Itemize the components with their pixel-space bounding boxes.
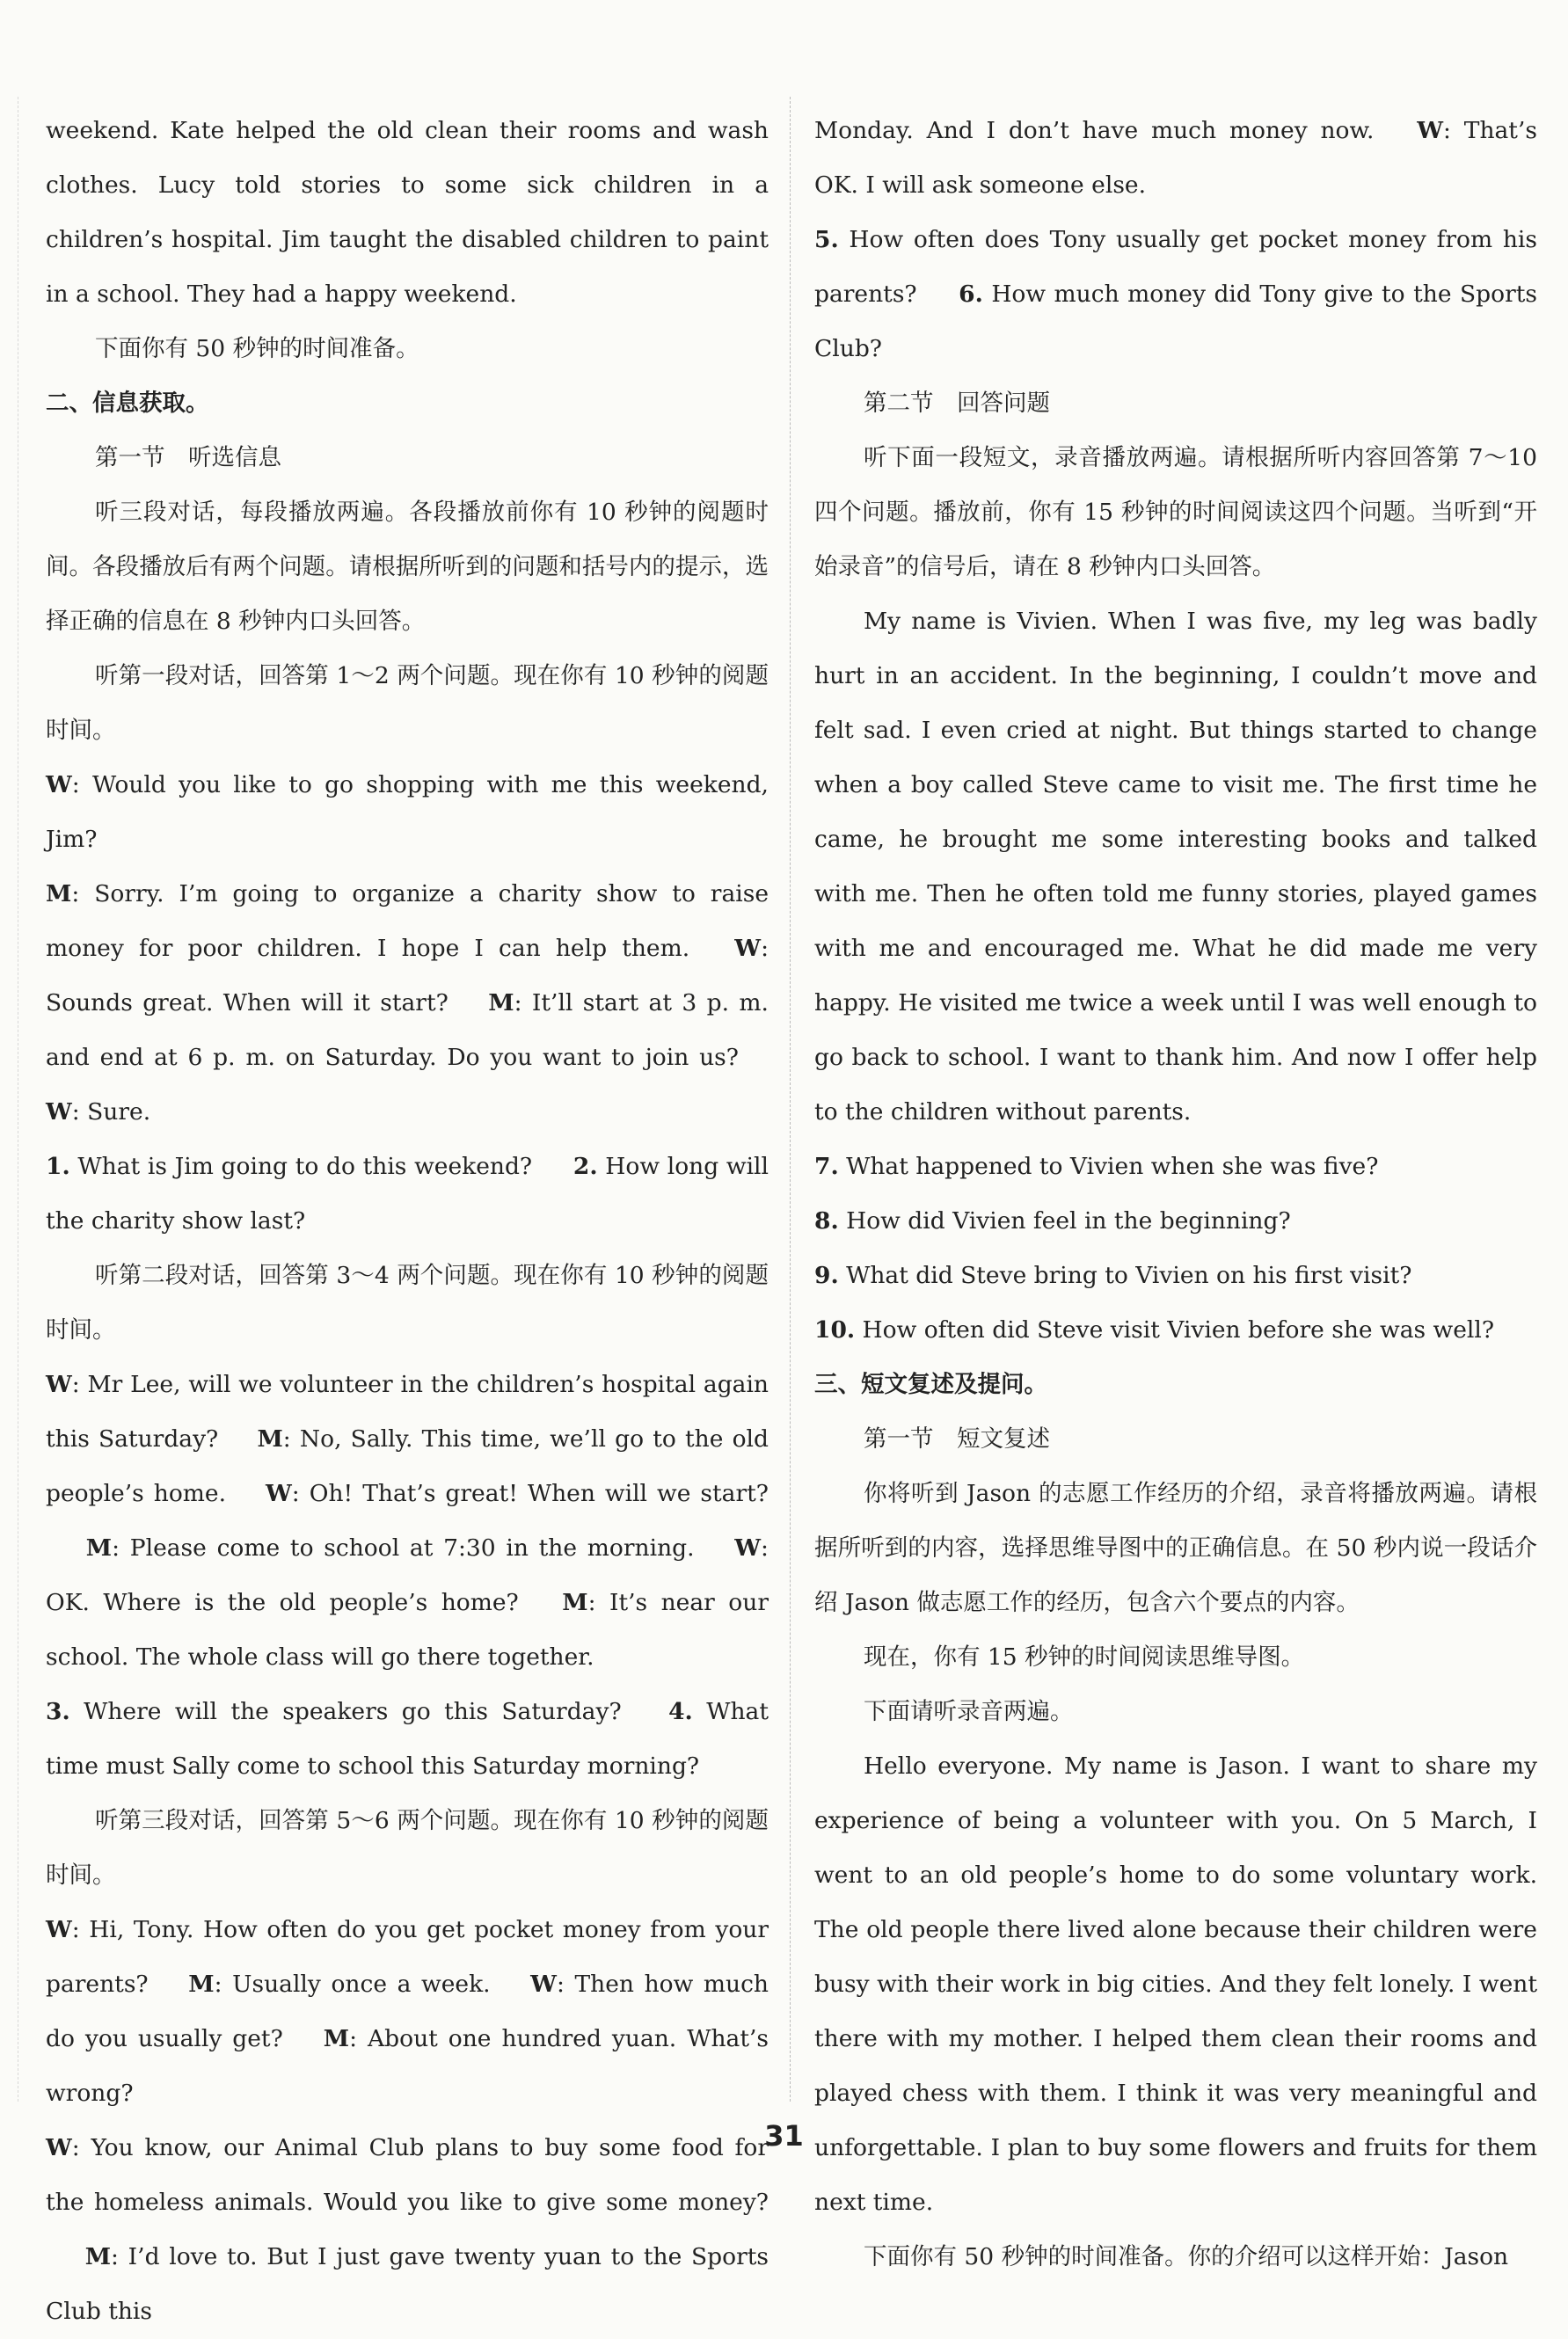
dialogue-line: About one hundred yuan. What’s wrong? <box>46 2025 769 2107</box>
question-number: 5. <box>814 226 839 253</box>
question-text: What is Jim going to do this weekend? <box>77 1153 533 1180</box>
dialogue-line: Then how much do you usually get? <box>46 1971 769 2052</box>
question-number: 8. <box>814 1207 839 1235</box>
question-number: 9. <box>814 1262 839 1289</box>
questions-3-4 <box>46 1685 769 1794</box>
questions-5-6 <box>814 213 1537 376</box>
dialogue-line: That’s OK. I will ask someone else. <box>814 117 1537 199</box>
speaker-label: M <box>85 1534 113 1562</box>
question-text: How long will the charity show last? <box>46 1153 769 1235</box>
speaker-label: W <box>46 1371 72 1398</box>
question-text: What happened to Vivien when she was five? <box>846 1153 1379 1180</box>
dialogue-1-intro: 听第一段对话，回答第 1～2 两个问题。现在你有 10 秒钟的阅题时间。 <box>46 662 769 744</box>
dialogue-line: Mr Lee, will we volunteer in the children’s hospital again this Saturday? <box>46 1371 769 1453</box>
speaker-label: W <box>530 1971 557 1998</box>
question-text: How much money did Tony give to the Sports Club? <box>814 281 1537 362</box>
section-2-part-2-title: 第二节 回答问题 <box>864 390 1050 417</box>
question-number: 2. <box>573 1153 598 1180</box>
question-number: 3. <box>46 1698 70 1725</box>
dialogue-line: Usually once a week. <box>232 1971 491 1998</box>
section-2-part-1-title: 第一节 听选信息 <box>95 444 281 471</box>
speaker-label: W <box>734 935 762 962</box>
question-10 <box>814 1303 1537 1358</box>
section-2-title: 二、信息获取。 <box>46 390 209 417</box>
dialogue-line: OK. Where is the old people’s home? <box>46 1589 519 1616</box>
dialogue-2: W: Mr Lee, will we volunteer in the children’s hospital again this Saturday? M: No, Sally. This time, we’ll go to the old people’s home. W: Oh! That’s great! When will we start? M: Please come to school at 7:30 in the morning. W: OK. Where is the old people’s home? M: It’s near our school. The whole class will go there together. <box>46 1371 769 1671</box>
speaker-label: M <box>323 2025 350 2052</box>
speaker-label: W <box>46 2134 72 2161</box>
section-3-instructions: 你将听到 Jason 的志愿工作经历的介绍，录音将播放两遍。请根据所听到的内容，选择思维导图中的正确信息。在 50 秒内说一段话介绍 Jason 做志愿工作的经历，包含六个要点的内容。 <box>814 1480 1537 1616</box>
dialogue-line: Oh! That’s great! When will we start? <box>309 1480 769 1507</box>
speaker-label: M <box>46 880 72 907</box>
final-prep-instruction: 下面你有 50 秒钟的时间准备。你的介绍可以这样开始：Jason <box>864 2243 1509 2270</box>
dialogue-line: I’d love to. But I just gave twenty yuan to the Sports Club this <box>46 2243 769 2325</box>
read-mindmap-instruction: 现在，你有 15 秒钟的时间阅读思维导图。 <box>864 1643 1305 1671</box>
right-column <box>814 104 1537 2284</box>
dialogue-line: It’ll start at 3 p. m. and end at 6 p. m. on Saturday. Do you want to join us? <box>46 989 769 1071</box>
vivien-passage: My name is Vivien. When I was five, my leg was badly hurt in an accident. In the beginning, I couldn’t move and felt sad. I even cried at night. But things started to change when a boy called Steve came to visit me. The first time he came, he brought me some interesting books and talked with me. Then he often told me funny stories, played games with me and encouraged me. What he did made me very happy. He visited me twice a week until I was well enough to go back to school. I want to thank him. And now I offer help to the children without parents. <box>814 608 1537 1126</box>
speaker-label: M <box>84 2243 112 2270</box>
question-8 <box>814 1194 1537 1249</box>
dialogue-line: It’s near our school. The whole class will go there together. <box>46 1589 769 1671</box>
listen-instruction: 下面请听录音两遍。 <box>864 1698 1074 1725</box>
dialogue-3-continued: Monday. And I don’t have much money now. W: That’s OK. I will ask someone else. <box>814 117 1537 199</box>
speaker-label: W <box>46 1098 72 1126</box>
dialogue-line: Hi, Tony. How often do you get pocket money from your parents? <box>46 1916 769 1998</box>
dialogue-line: Sounds great. When will it start? <box>46 989 449 1016</box>
part-2-instructions: 听下面一段短文，录音播放两遍。请根据所听内容回答第 7～10 四个问题。播放前，你有 15 秒钟的时间阅读这四个问题。当听到“开始录音”的信号后，请在 8 秒钟内口头回答。 <box>814 444 1537 580</box>
section-3-title: 三、短文复述及提问。 <box>814 1371 1047 1398</box>
speaker-label: W <box>46 771 72 798</box>
speaker-label: W <box>1417 117 1444 144</box>
jason-passage: Hello everyone. My name is Jason. I want to share my experience of being a volunteer with you. On 5 March, I went to an old people’s home to do some voluntary work. The old people there lived alone because their children were busy with their work in big cities. And they felt lonely. I went there with my mother. I helped them clean their rooms and played chess with them. I think it was very meaningful and unforgettable. I plan to buy some flowers and fruits for them next time. <box>814 1752 1537 2216</box>
question-number: 4. <box>668 1698 693 1725</box>
question-7 <box>814 1140 1537 1194</box>
dialogue-line: Please come to school at 7:30 in the morning. <box>129 1534 695 1562</box>
question-number: 7. <box>814 1153 839 1180</box>
section-2-instructions: 听三段对话，每段播放两遍。各段播放前你有 10 秒钟的阅题时间。各段播放后有两个问题。请根据所听到的问题和括号内的提示，选择正确的信息在 8 秒钟内口头回答。 <box>46 499 769 635</box>
intro-text: weekend. Kate helped the old clean their rooms and wash clothes. Lucy told stories to some sick children in a children’s hospital. Jim taught the disabled children to paint in a school. They had a happy weekend. <box>46 117 769 308</box>
dialogue-1: W: Would you like to go shopping with me this weekend, Jim? M: Sorry. I’m going to organize a charity show to raise money for poor children. I hope I can help them. W: Sounds great. When will it start? M: It’ll start at 3 p. m. and end at 6 p. m. on Saturday. Do you want to join us? W: Sure. <box>46 771 769 1126</box>
question-text: Where will the speakers go this Saturday? <box>84 1698 622 1725</box>
column-divider <box>790 97 791 2102</box>
question-number: 6. <box>959 281 983 308</box>
page-number: 31 <box>764 2119 804 2153</box>
question-text: What did Steve bring to Vivien on his first visit? <box>846 1262 1412 1289</box>
dialogue-line: No, Sally. This time, we’ll go to the old people’s home. <box>46 1425 769 1507</box>
section-3-part-1-title: 第一节 短文复述 <box>864 1425 1050 1453</box>
question-text: What time must Sally come to school this Saturday morning? <box>46 1698 769 1780</box>
dialogue-line: You know, our Animal Club plans to buy some food for the homeless animals. Would you like to give some money? <box>46 2134 769 2216</box>
speaker-label: W <box>266 1480 292 1507</box>
question-9 <box>814 1249 1537 1303</box>
dialogue-3-intro: 听第三段对话，回答第 5～6 两个问题。现在你有 10 秒钟的阅题时间。 <box>46 1807 769 1889</box>
left-column <box>46 104 769 2339</box>
speaker-label: W <box>46 1916 72 1943</box>
dialogue-2-intro: 听第二段对话，回答第 3～4 两个问题。现在你有 10 秒钟的阅题时间。 <box>46 1262 769 1344</box>
speaker-label: M <box>257 1425 283 1453</box>
dialogue-line: Monday. And I don’t have much money now. <box>814 117 1375 144</box>
question-number: 10. <box>814 1316 856 1344</box>
question-text: How often did Steve visit Vivien before she was well? <box>862 1316 1495 1344</box>
question-text: How often does Tony usually get pocket money from his parents? <box>814 226 1537 308</box>
speaker-label: M <box>488 989 514 1016</box>
dialogue-line: Would you like to go shopping with me this weekend, Jim? <box>46 771 769 853</box>
speaker-label: W <box>734 1534 762 1562</box>
dialogue-3: W: Hi, Tony. How often do you get pocket money from your parents? M: Usually once a week. W: Then how much do you usually get? M: About one hundred yuan. What’s wrong? W: You know, our Animal Club plans to buy some food for the homeless animals. Would you like to give some money? M: I’d love to. But I just gave twenty yuan to the Sports Club this <box>46 1916 769 2325</box>
dialogue-line: Sorry. I’m going to organize a charity show to raise money for poor children. I hope I can help them. <box>46 880 769 962</box>
dialogue-line: Sure. <box>87 1098 151 1126</box>
speaker-label: M <box>562 1589 588 1616</box>
speaker-label: M <box>188 1971 215 1998</box>
question-number: 1. <box>46 1153 70 1180</box>
questions-1-2 <box>46 1140 769 1249</box>
question-text: How did Vivien feel in the beginning? <box>846 1207 1291 1235</box>
prep-instruction: 下面你有 50 秒钟的时间准备。 <box>95 335 419 362</box>
